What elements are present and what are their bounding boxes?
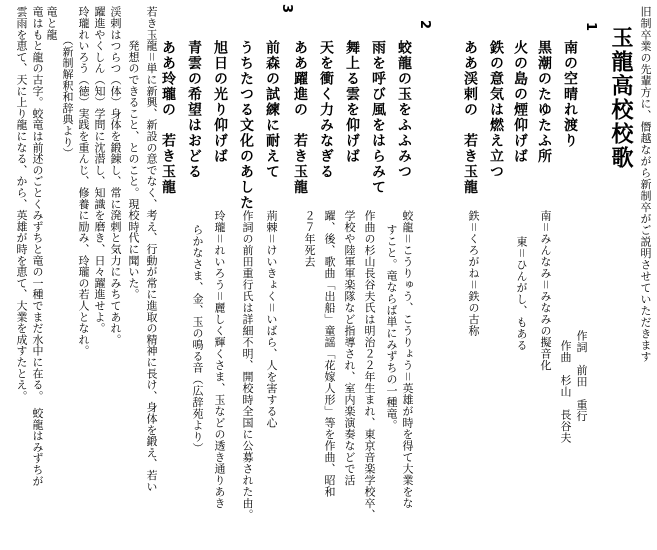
verse-line: 舞上る雲を仰げば xyxy=(344,40,360,164)
verse-line: 黒潮のたゆたふ所 xyxy=(536,40,552,164)
note-line: 玲瓏＝れいろう＝麗しく輝くさま、玉などの透き通りあき xyxy=(213,210,226,509)
bottom-note-line: （新制解釈和辞典より） xyxy=(61,6,74,159)
note-line: ２７年死去 xyxy=(303,210,316,268)
note-line: 荊棘＝けいきょく＝いばら、人を害する心 xyxy=(265,210,278,429)
verse-line: 鉄の意気は燃え立つ xyxy=(488,40,504,180)
composer-credit: 作曲 杉山 長谷夫 xyxy=(559,340,572,444)
note-line: 東＝ひんがし、もある xyxy=(515,236,528,351)
verse-line: 火の島の煙仰げば xyxy=(512,40,528,164)
note-line: 躍、後、歌曲「出船」童謡「花嫁人形」等を作曲、昭和 xyxy=(323,210,336,498)
note-line: 作曲の杉山長谷夫氏は明治２２年生まれ、東京音楽学校卒、 xyxy=(363,210,376,521)
verse-line: ああ渓剌の 若き玉龍 xyxy=(462,40,478,195)
verse-line: 天を衝く力みなぎる xyxy=(318,40,334,180)
note-line: 鉄＝くろがね＝鉄の古称 xyxy=(467,210,480,337)
verse-line: ああ玲瓏の 若き玉龍 xyxy=(160,40,176,195)
verse-line: 前森の試練に耐えて xyxy=(264,40,280,180)
bottom-note-line: 玲瓏れいろう（徳）実践を重んじ、修養に励み、玲瓏の若人となれ。 xyxy=(77,6,90,357)
bottom-note-line: 躍進やくしん（知）学問に沈潜し、知識を磨き、日々躍進せよ。 xyxy=(93,6,106,334)
verse-line: 南の空晴れ渡り xyxy=(562,40,578,149)
verse-line: 雨を呼び風をはらみて xyxy=(370,40,386,195)
note-line: 学校や陸軍軍楽隊など指導され、室内楽演奏などで活 xyxy=(343,210,356,486)
bottom-note-line: 発想のできること、とのこと。現校時代に聞いた。 xyxy=(127,6,140,300)
verse-line: 旭日の光り仰げば xyxy=(212,40,228,164)
note-line: 南＝みんなみ＝みなみの擬音化 xyxy=(539,210,552,371)
bottom-note-line: 若き玉龍＝単に新興、新設の意でなく、考え、行動が常に進取の精神に長け、身体を鍛え、若い xyxy=(145,6,158,492)
note-line: らかなさま、金、玉の鳴る音（広辞苑より） xyxy=(191,224,204,454)
verse-line: うちたつる文化のあした xyxy=(238,40,254,211)
verse-number: 1 xyxy=(583,22,598,32)
verse-line: 青雲の希望はおどる xyxy=(186,40,202,180)
note-line: 蛟龍＝こうりゅう、こうりょう＝英雄が時を得て大業をな xyxy=(401,210,414,509)
page-title: 玉龍高校校歌 xyxy=(608,26,633,170)
lyricist-credit: 作詞 前田 重行 xyxy=(575,330,588,422)
note-line: 作詞の前田重行氏は詳細不明、開校時全国に公募された由。 xyxy=(241,210,254,521)
verse-line: ああ躍進の 若き玉龍 xyxy=(292,40,308,195)
bottom-note-line: 竜はもと龍の古字。蛟竜は前述のごとくみずちと竜の一種でまだ水中に在る。 蛟龍はみずちが xyxy=(31,6,44,487)
bottom-note-line: 雲雨を恵て、天に上り龍になる、から、英雄が時を恵て、大業を成すたとえ。 xyxy=(15,6,28,402)
verse-number: 2 xyxy=(417,20,432,30)
bottom-note-line: 竜と龍 xyxy=(45,6,58,40)
verse-line: 蛟龍の玉をふふみつ xyxy=(396,40,412,180)
verse-number: 3 xyxy=(279,4,294,14)
intro-text: 旧制卒業の先輩方に、僭越ながら新制卒がご説明させていただきます xyxy=(639,6,652,363)
bottom-note-line: 渓剌はつらつ（体）身体を鍛錬し、常に溌剌と気力にみちてあれ。 xyxy=(109,6,122,345)
note-line: すこと。竜ならば単にみずちの一種竜。 xyxy=(385,224,398,431)
